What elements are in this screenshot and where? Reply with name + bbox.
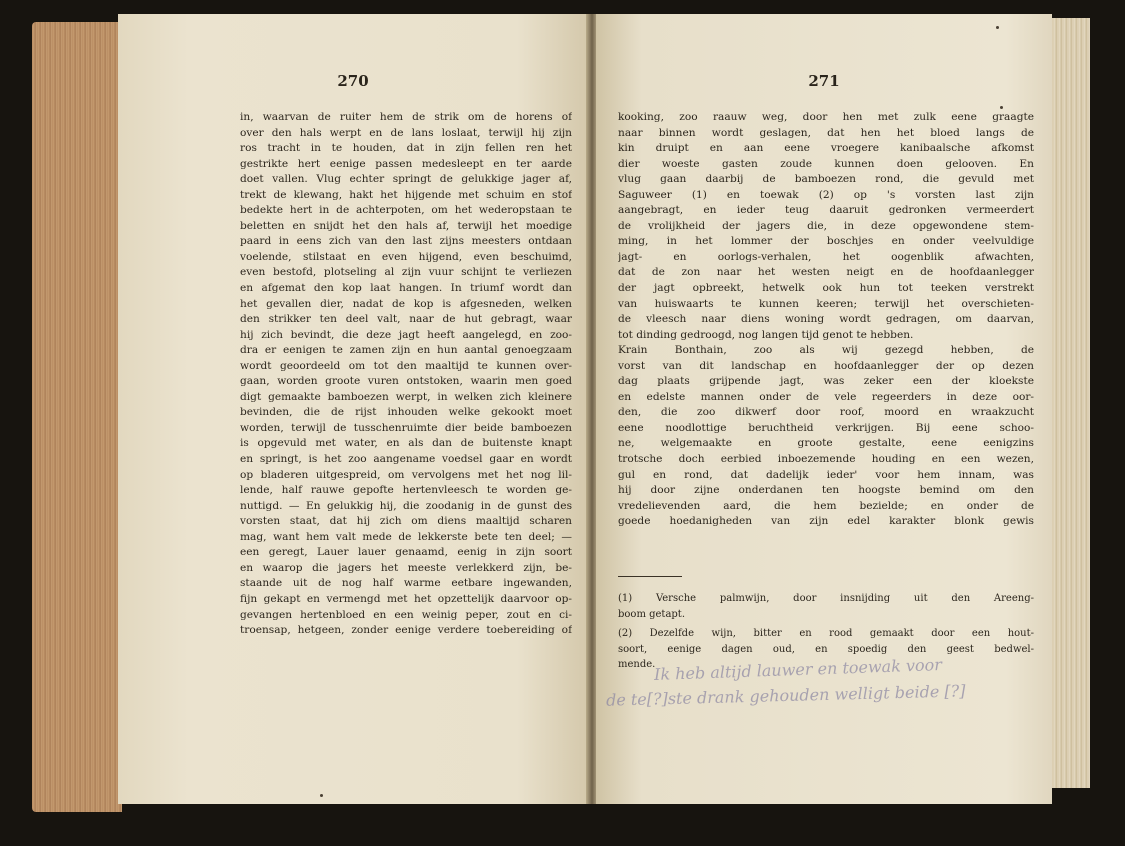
text-line: aangebragt, en ieder teug daaruit gedronken vermeerdert — [618, 204, 1034, 217]
text-line: en edelste mannen onder de vele regeerders in deze oor- — [618, 390, 1034, 403]
text-line: en waarop die jagers het meeste verlekkerd zijn, be- — [240, 561, 572, 574]
text-line: vorst van dit landschap en hoofdaanlegger der op dezen — [618, 359, 1034, 372]
text-line: een geregt, Lauer lauer genaamd, eenig in zijn soort — [240, 546, 572, 559]
text-line: wordt geoordeeld om tot den maaltijd te kunnen over- — [240, 359, 572, 372]
text-line: lende, half rauwe gepofte hertenvleesch te worden ge- — [240, 484, 572, 497]
text-line: beletten en snijdt het den hals af, terwijl het moedige — [240, 219, 572, 232]
text-line: in, waarvan de ruiter hem de strik om de horens of — [240, 111, 572, 123]
text-line: is opgevuld met water, en als dan de buitenste knapt — [240, 437, 572, 450]
text-line: nuttigd. — En gelukkig hij, die zoodanig in de gunst des — [240, 499, 572, 512]
text-line: digt gemaakte bamboezen werpt, in welken zich kleinere — [240, 390, 572, 403]
text-line: op bladeren uitgespreid, om vervolgens met het nog lil- — [240, 468, 572, 481]
text-line: fijn gekapt en vermengd met het opzettelijk daarvoor op- — [240, 592, 572, 605]
text-line: trotsche doch eerbied inboezemende houding en een wezen, — [618, 453, 1034, 466]
text-line: ne, welgemaakte en groote gestalte, eene eenigzins — [618, 437, 1034, 450]
text-line: troensap, hetgeen, zonder eenige verdere toebereiding of — [240, 624, 572, 637]
left-page-number: 270 — [337, 72, 369, 90]
text-line: over den hals werpt en de lans loslaat, terwijl hij zijn — [240, 126, 572, 139]
text-line: der jagt opbreekt, hetwelk ook hun tot teeken verstrekt — [618, 282, 1034, 295]
text-line: bevinden, die de rijst inhouden welke gekookt moet — [240, 406, 572, 419]
text-line: hij door zijne onderdanen ten hoogste bemind om den — [618, 484, 1034, 497]
text-line: ros tracht in te houden, dat in zijn fellen ren het — [240, 142, 572, 155]
text-line: dat de zon naar het westen neigt en de hoofdaanlegger — [618, 266, 1034, 279]
text-line: kin druipt en aan eene vroegere kanibaalsche afkomst — [618, 142, 1034, 155]
handwritten-annotation-line: Ik heb altijd lauwer en toewak voor — [653, 654, 943, 685]
text-line: vredelievenden aard, die hem bezielde; en onder de — [618, 499, 1034, 512]
text-line: mag, want hem valt mede de lekkerste bete ten deel; — — [240, 530, 572, 543]
text-line: den, die zoo dikwerf door roof, moord en wraakzucht — [618, 406, 1034, 419]
text-line: gaan, worden groote vuren ontstoken, waarin men goed — [240, 375, 572, 388]
text-line: de vrolijkheid der jagers die, in deze opgewondene stem- — [618, 219, 1034, 232]
text-line: en springt, is het zoo aangename voedsel gaar en wordt — [240, 453, 572, 466]
text-line: paard in eens zich van den last zijns meesters ontdaan — [240, 235, 572, 248]
text-line: Krain Bonthain, zoo als wij gezegd hebben, de — [618, 344, 1034, 357]
text-line: hij zich bevindt, die deze jagt heeft aangelegd, en zoo- — [240, 328, 572, 341]
footnote-rule — [618, 576, 682, 577]
text-line: voelende, stilstaat en even hijgend, even beschuimd, — [240, 250, 572, 263]
footnote-line: (1) Versche palmwijn, door insnijding uit den Areeng- — [618, 593, 1034, 604]
paper-speck — [996, 26, 999, 29]
text-line: naar binnen wordt geslagen, dat hen het bloed langs de — [618, 126, 1034, 139]
footnote-line: (2) Dezelfde wijn, bitter en rood gemaakt door een hout- — [618, 628, 1034, 639]
text-line: Saguweer (1) en toewak (2) op 's vorsten last zijn — [618, 188, 1034, 201]
text-line: de vleesch naar diens woning wordt gedragen, om daarvan, — [618, 313, 1034, 326]
text-line: gevangen hertenbloed en een weinig peper, zout en ci- — [240, 608, 572, 621]
page-edges-right — [1048, 18, 1090, 788]
paper-speck — [1000, 106, 1003, 109]
text-line: dag plaats grijpende jagt, was zeker een der kloekste — [618, 375, 1034, 388]
text-line: vorsten staat, dat hij zich om diens maaltijd scharen — [240, 515, 572, 528]
text-line: gestrikte hert eenige passen medesleept en ter aarde — [240, 157, 572, 170]
page-edges-left — [32, 22, 122, 812]
text-line: en afgemat den kop laat hangen. In triumf wordt dan — [240, 282, 572, 295]
text-line: kooking, zoo raauw weg, door hen met zulk eene graagte — [618, 111, 1034, 123]
text-line: bedekte hert in de achterpoten, om het wederopstaan te — [240, 204, 572, 217]
text-line: den strikker ten deel valt, naar de hut gebragt, waar — [240, 313, 572, 326]
right-page-number: 271 — [808, 72, 840, 90]
text-line: dra er eenigen te zamen zijn en hun aantal genoegzaam — [240, 344, 572, 357]
text-line: worden, terwijl de tusschenruimte dier beide bamboezen — [240, 421, 572, 434]
text-line: trekt de klewang, hakt het hijgende met schuim en stof — [240, 188, 572, 201]
footnote-line: mende. — [618, 659, 656, 670]
text-line: goede hoedanigheden van zijn edel karakter blonk gewis — [618, 515, 1034, 528]
text-line: van huiswaarts te kunnen keeren; terwijl het overschieten- — [618, 297, 1034, 310]
handwritten-annotation-line: de te[?]ste drank gehouden welligt beide [?] — [605, 681, 966, 710]
text-line: vlug gaan daarbij de bamboezen rond, die gevuld met — [618, 173, 1034, 186]
left-page — [118, 14, 588, 804]
text-line: gul en rond, dat dadelijk ieder' voor hem innam, was — [618, 468, 1034, 481]
text-line: doet vallen. Vlug echter springt de gelukkige jager af, — [240, 173, 572, 186]
footnote-line: soort, eenige dagen oud, en spoedig den geest bedwel- — [618, 643, 1034, 655]
text-line: jagt- en oorlogs-verhalen, het oogenblik afwachten, — [618, 250, 1034, 263]
left-page-body — [240, 110, 572, 639]
text-line: eene noodlottige beruchtheid verkrijgen. Bij eene schoo- — [618, 421, 1034, 434]
paper-speck — [320, 794, 323, 797]
text-line: dier woeste gasten zoude kunnen doen gelooven. En — [618, 157, 1034, 170]
text-line: even bestofd, plotseling al zijn vuur schijnt te verliezen — [240, 266, 572, 279]
text-line: tot dinding gedroogd, nog langen tijd genot te hebben. — [618, 328, 914, 341]
footnote-line: boom getapt. — [618, 608, 686, 620]
text-line: het gevallen dier, nadat de kop is afgesneden, welken — [240, 297, 572, 310]
right-page-body — [618, 110, 1034, 530]
right-page — [596, 14, 1052, 804]
text-line: ming, in het lommer der boschjes en onder veelvuldige — [618, 235, 1034, 248]
text-line: staande uit de nog half warme eetbare ingewanden, — [240, 577, 572, 590]
